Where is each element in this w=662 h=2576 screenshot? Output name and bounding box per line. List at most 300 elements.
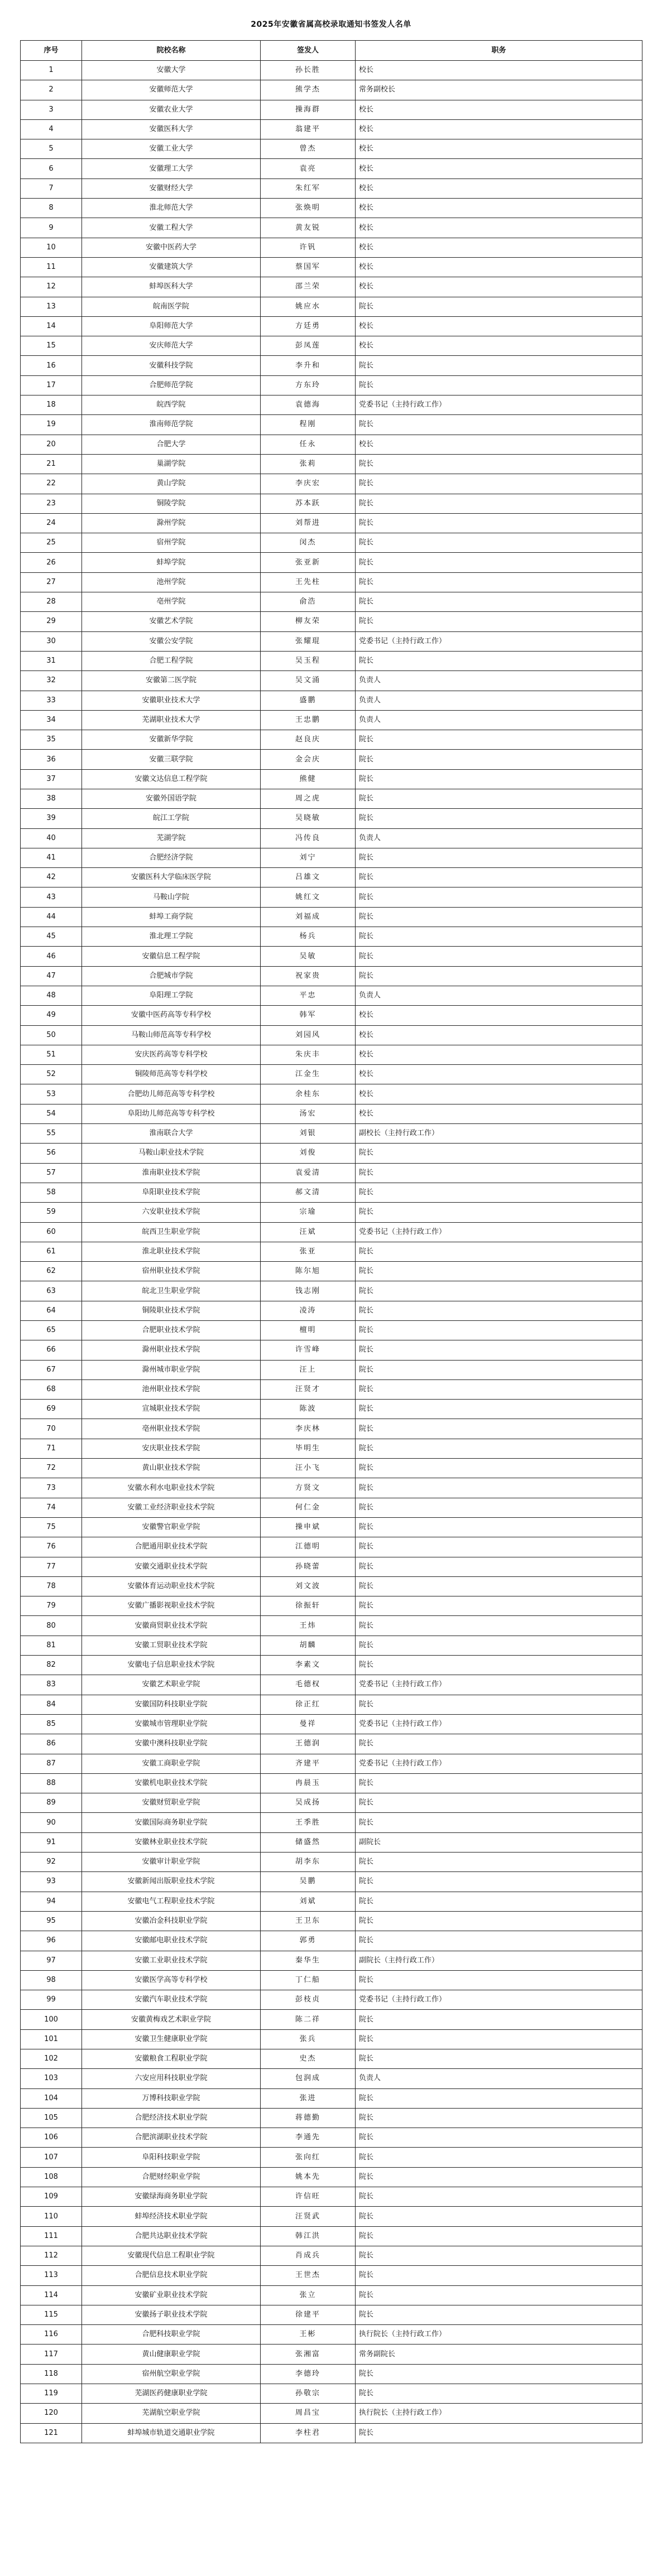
cell-signer: 史杰 <box>261 2049 356 2068</box>
cell-no: 52 <box>21 1065 82 1084</box>
cell-signer: 王世杰 <box>261 2266 356 2285</box>
table-row <box>21 1695 642 1714</box>
cell-no: 112 <box>21 2246 82 2265</box>
cell-duty: 党委书记（主持行政工作） <box>356 1714 642 1734</box>
cell-school-name: 安徽卫生健康职业学院 <box>82 2029 261 2049</box>
cell-duty: 院长 <box>356 1203 642 1222</box>
cell-signer: 宗瑜 <box>261 1203 356 1222</box>
table-row <box>21 592 642 612</box>
cell-no: 17 <box>21 375 82 395</box>
cell-no: 1 <box>21 61 82 80</box>
cell-signer: 毛德权 <box>261 1675 356 1695</box>
cell-school-name: 淮南职业技术学院 <box>82 1163 261 1183</box>
table-row <box>21 61 642 80</box>
cell-no: 80 <box>21 1616 82 1636</box>
cell-duty: 院长 <box>356 2088 642 2108</box>
cell-no: 59 <box>21 1203 82 1222</box>
table-row <box>21 2108 642 2128</box>
cell-signer: 柳友荣 <box>261 612 356 631</box>
table-row <box>21 2148 642 2167</box>
cell-no: 11 <box>21 257 82 277</box>
cell-signer: 周之虎 <box>261 789 356 808</box>
cell-no: 58 <box>21 1183 82 1202</box>
cell-signer: 杨兵 <box>261 927 356 947</box>
cell-school-name: 阜阳科技职业学院 <box>82 2148 261 2167</box>
table-row <box>21 2345 642 2364</box>
table-row <box>21 612 642 631</box>
cell-signer: 吴文涌 <box>261 671 356 691</box>
cell-duty: 院长 <box>356 2384 642 2404</box>
cell-signer: 苏本跃 <box>261 494 356 513</box>
cell-duty: 院长 <box>356 1576 642 1596</box>
cell-duty: 校长 <box>356 1025 642 1045</box>
cell-no: 27 <box>21 572 82 592</box>
cell-school-name: 六安职业技术学院 <box>82 1203 261 1222</box>
cell-signer: 陈波 <box>261 1400 356 1419</box>
table-row <box>21 1262 642 1281</box>
cell-no: 76 <box>21 1537 82 1557</box>
cell-no: 4 <box>21 119 82 139</box>
cell-duty: 院长 <box>356 809 642 828</box>
cell-signer: 吴鹏 <box>261 1872 356 1892</box>
cell-school-name: 安徽信息工程学院 <box>82 947 261 966</box>
cell-school-name: 安徽交通职业技术学院 <box>82 1557 261 1576</box>
table-row <box>21 750 642 769</box>
cell-signer: 王忠鹏 <box>261 710 356 730</box>
table-row <box>21 435 642 454</box>
cell-school-name: 安徽国防科技职业学院 <box>82 1695 261 1714</box>
cell-duty: 党委书记（主持行政工作） <box>356 1990 642 2010</box>
table-row <box>21 1478 642 1498</box>
cell-duty: 校长 <box>356 218 642 238</box>
cell-signer: 胡麟 <box>261 1636 356 1655</box>
table-row <box>21 257 642 277</box>
cell-duty: 执行院长（主持行政工作） <box>356 2325 642 2345</box>
cell-signer: 刘宁 <box>261 848 356 867</box>
cell-signer: 金会庆 <box>261 750 356 769</box>
cell-no: 78 <box>21 1576 82 1596</box>
cell-no: 3 <box>21 100 82 119</box>
cell-no: 22 <box>21 474 82 494</box>
table-row <box>21 218 642 238</box>
cell-no: 102 <box>21 2049 82 2068</box>
table-row <box>21 769 642 789</box>
cell-school-name: 亳州职业技术学院 <box>82 1419 261 1439</box>
cell-signer: 王炜 <box>261 1616 356 1636</box>
cell-school-name: 安徽外国语学院 <box>82 789 261 808</box>
cell-signer: 蔡国军 <box>261 257 356 277</box>
cell-school-name: 合肥信息技术职业学院 <box>82 2266 261 2285</box>
cell-no: 73 <box>21 1478 82 1498</box>
table-row <box>21 907 642 927</box>
table-row <box>21 139 642 159</box>
table-row <box>21 1084 642 1104</box>
cell-no: 57 <box>21 1163 82 1183</box>
cell-duty: 校长 <box>356 257 642 277</box>
cell-signer: 李庆宏 <box>261 474 356 494</box>
table-row <box>21 828 642 848</box>
table-row <box>21 2246 642 2265</box>
cell-no: 43 <box>21 887 82 907</box>
cell-no: 6 <box>21 159 82 179</box>
table-row <box>21 1793 642 1813</box>
cell-signer: 王季胜 <box>261 1813 356 1832</box>
cell-no: 16 <box>21 356 82 375</box>
table-row <box>21 1459 642 1478</box>
cell-school-name: 滁州城市职业学院 <box>82 1360 261 1379</box>
cell-school-name: 合肥工程学院 <box>82 651 261 670</box>
table-row <box>21 513 642 533</box>
cell-duty: 院长 <box>356 868 642 887</box>
table-row <box>21 1714 642 1734</box>
cell-no: 66 <box>21 1340 82 1360</box>
cell-signer: 张莉 <box>261 454 356 474</box>
cell-no: 24 <box>21 513 82 533</box>
table-row <box>21 2069 642 2088</box>
table-row <box>21 1773 642 1793</box>
cell-duty: 院长 <box>356 2305 642 2324</box>
cell-no: 25 <box>21 533 82 553</box>
cell-duty: 院长 <box>356 1163 642 1183</box>
cell-signer: 刘帮进 <box>261 513 356 533</box>
cell-duty: 校长 <box>356 316 642 336</box>
cell-no: 15 <box>21 336 82 356</box>
table-row <box>21 947 642 966</box>
cell-signer: 李通先 <box>261 2128 356 2148</box>
cell-no: 50 <box>21 1025 82 1045</box>
cell-signer: 冯传良 <box>261 828 356 848</box>
cell-school-name: 合肥共达职业技术学院 <box>82 2226 261 2246</box>
cell-duty: 院长 <box>356 612 642 631</box>
cell-duty: 副院长（主持行政工作） <box>356 1951 642 1970</box>
cell-signer: 朱庆丰 <box>261 1045 356 1064</box>
cell-no: 92 <box>21 1853 82 1872</box>
cell-duty: 校长 <box>356 199 642 218</box>
cell-school-name: 安徽医科大学 <box>82 119 261 139</box>
cell-no: 86 <box>21 1734 82 1754</box>
cell-duty: 校长 <box>356 139 642 159</box>
cell-duty: 院长 <box>356 1813 642 1832</box>
cell-school-name: 安徽国际商务职业学院 <box>82 1813 261 1832</box>
cell-duty: 院长 <box>356 769 642 789</box>
cell-no: 82 <box>21 1656 82 1675</box>
cell-no: 23 <box>21 494 82 513</box>
table-row <box>21 2207 642 2226</box>
cell-duty: 校长 <box>356 336 642 356</box>
cell-school-name: 芜湖航空职业学院 <box>82 2404 261 2423</box>
cell-school-name: 安徽文达信息工程学院 <box>82 769 261 789</box>
table-row <box>21 1045 642 1064</box>
cell-no: 40 <box>21 828 82 848</box>
cell-no: 34 <box>21 710 82 730</box>
cell-school-name: 阜阳幼儿师范高等专科学校 <box>82 1104 261 1123</box>
table-row <box>21 1911 642 1931</box>
cell-school-name: 合肥职业技术学院 <box>82 1321 261 1340</box>
cell-signer: 王德润 <box>261 1734 356 1754</box>
cell-no: 41 <box>21 848 82 867</box>
table-row <box>21 1439 642 1458</box>
table-row <box>21 1754 642 1773</box>
cell-duty: 校长 <box>356 1006 642 1025</box>
cell-duty: 负责人 <box>356 828 642 848</box>
cell-duty: 院长 <box>356 651 642 670</box>
cell-signer: 徐建平 <box>261 2305 356 2324</box>
table-row <box>21 1813 642 1832</box>
cell-school-name: 合肥滨湖职业技术学院 <box>82 2128 261 2148</box>
cell-duty: 常务副院长 <box>356 2345 642 2364</box>
cell-signer: 张立 <box>261 2285 356 2305</box>
cell-duty: 院长 <box>356 1695 642 1714</box>
cell-duty: 院长 <box>356 1439 642 1458</box>
table-row <box>21 1970 642 1990</box>
cell-school-name: 安徽第二医学院 <box>82 671 261 691</box>
cell-duty: 校长 <box>356 159 642 179</box>
header-signer: 签发人 <box>261 41 356 61</box>
cell-school-name: 安徽三联学院 <box>82 750 261 769</box>
cell-no: 31 <box>21 651 82 670</box>
cell-signer: 何仁金 <box>261 1498 356 1517</box>
cell-duty: 院长 <box>356 572 642 592</box>
cell-signer: 方廷勇 <box>261 316 356 336</box>
cell-signer: 李升和 <box>261 356 356 375</box>
cell-signer: 李庆林 <box>261 1419 356 1439</box>
table-row <box>21 2266 642 2285</box>
table-row <box>21 1065 642 1084</box>
cell-school-name: 安庆师范大学 <box>82 336 261 356</box>
cell-school-name: 安徽林业职业技术学院 <box>82 1832 261 1852</box>
cell-signer: 邵兰荣 <box>261 277 356 297</box>
table-row <box>21 2404 642 2423</box>
cell-no: 38 <box>21 789 82 808</box>
cell-duty: 院长 <box>356 1400 642 1419</box>
cell-school-name: 合肥经济技术职业学院 <box>82 2108 261 2128</box>
cell-signer: 汪贤武 <box>261 2207 356 2226</box>
table-row <box>21 1517 642 1537</box>
cell-no: 26 <box>21 553 82 572</box>
cell-school-name: 安徽邮电职业技术学院 <box>82 1931 261 1951</box>
cell-no: 51 <box>21 1045 82 1064</box>
cell-no: 96 <box>21 1931 82 1951</box>
table-row <box>21 1242 642 1261</box>
cell-no: 18 <box>21 395 82 415</box>
table-row <box>21 395 642 415</box>
table-row <box>21 1321 642 1340</box>
table-row <box>21 1360 642 1379</box>
table-row <box>21 2029 642 2049</box>
cell-no: 36 <box>21 750 82 769</box>
cell-duty: 院长 <box>356 887 642 907</box>
cell-duty: 院长 <box>356 2285 642 2305</box>
cell-signer: 徐正红 <box>261 1695 356 1714</box>
cell-signer: 包润成 <box>261 2069 356 2088</box>
cell-no: 116 <box>21 2325 82 2345</box>
table-row <box>21 1144 642 1163</box>
cell-no: 47 <box>21 966 82 986</box>
cell-duty: 党委书记（主持行政工作） <box>356 395 642 415</box>
cell-signer: 周昌宝 <box>261 2404 356 2423</box>
table-row <box>21 1872 642 1892</box>
cell-school-name: 安徽工商职业学院 <box>82 1754 261 1773</box>
cell-duty: 院长 <box>356 553 642 572</box>
cell-signer: 操海群 <box>261 100 356 119</box>
cell-no: 110 <box>21 2207 82 2226</box>
cell-duty: 院长 <box>356 730 642 750</box>
cell-signer: 李素文 <box>261 1656 356 1675</box>
table-row <box>21 2305 642 2324</box>
cell-signer: 黄友锐 <box>261 218 356 238</box>
cell-duty: 院长 <box>356 966 642 986</box>
table-row <box>21 119 642 139</box>
table-row <box>21 2423 642 2443</box>
cell-school-name: 皖西学院 <box>82 395 261 415</box>
cell-signer: 吴成扬 <box>261 1793 356 1813</box>
table-row <box>21 100 642 119</box>
table-row <box>21 1892 642 1911</box>
table-row <box>21 336 642 356</box>
cell-signer: 王彬 <box>261 2325 356 2345</box>
cell-signer: 方东玲 <box>261 375 356 395</box>
cell-school-name: 安徽汽车职业技术学院 <box>82 1990 261 2010</box>
cell-signer: 姚红文 <box>261 887 356 907</box>
table-row <box>21 1734 642 1754</box>
cell-no: 81 <box>21 1636 82 1655</box>
cell-school-name: 皖西卫生职业学院 <box>82 1222 261 1242</box>
cell-duty: 院长 <box>356 1773 642 1793</box>
cell-duty: 院长 <box>356 2049 642 2068</box>
cell-no: 88 <box>21 1773 82 1793</box>
cell-duty: 院长 <box>356 1616 642 1636</box>
cell-duty: 院长 <box>356 1793 642 1813</box>
cell-signer: 刘银 <box>261 1124 356 1144</box>
cell-signer: 汪小飞 <box>261 1459 356 1478</box>
cell-duty: 院长 <box>356 1144 642 1163</box>
cell-school-name: 宿州学院 <box>82 533 261 553</box>
cell-school-name: 安徽电气工程职业技术学院 <box>82 1892 261 1911</box>
cell-duty: 负责人 <box>356 710 642 730</box>
cell-no: 94 <box>21 1892 82 1911</box>
cell-school-name: 安徽中医药高等专科学校 <box>82 1006 261 1025</box>
cell-no: 71 <box>21 1439 82 1458</box>
cell-duty: 校长 <box>356 1045 642 1064</box>
cell-no: 64 <box>21 1301 82 1320</box>
cell-signer: 袁德海 <box>261 395 356 415</box>
cell-school-name: 皖江工学院 <box>82 809 261 828</box>
table-row <box>21 533 642 553</box>
table-row <box>21 1853 642 1872</box>
cell-no: 99 <box>21 1990 82 2010</box>
table-row <box>21 1636 642 1655</box>
cell-school-name: 安徽艺术学院 <box>82 612 261 631</box>
cell-no: 5 <box>21 139 82 159</box>
cell-duty: 负责人 <box>356 986 642 1005</box>
cell-signer: 郭勇 <box>261 1931 356 1951</box>
table-header-row <box>21 41 642 61</box>
table-row <box>21 80 642 100</box>
table-row <box>21 1104 642 1123</box>
cell-signer: 肖成兵 <box>261 2246 356 2265</box>
cell-signer: 盛鹏 <box>261 691 356 710</box>
cell-school-name: 安庆医药高等专科学校 <box>82 1045 261 1064</box>
cell-signer: 刘斌 <box>261 1892 356 1911</box>
table-row <box>21 631 642 651</box>
cell-duty: 校长 <box>356 179 642 198</box>
table-row <box>21 297 642 316</box>
cell-signer: 储盛然 <box>261 1832 356 1852</box>
cell-duty: 院长 <box>356 1379 642 1399</box>
table-row <box>21 1675 642 1695</box>
cell-no: 48 <box>21 986 82 1005</box>
table-row <box>21 2010 642 2029</box>
cell-signer: 江金生 <box>261 1065 356 1084</box>
cell-no: 105 <box>21 2108 82 2128</box>
cell-signer: 张亚 <box>261 1242 356 1261</box>
cell-no: 12 <box>21 277 82 297</box>
cell-duty: 院长 <box>356 927 642 947</box>
table-row <box>21 199 642 218</box>
cell-school-name: 合肥城市学院 <box>82 966 261 986</box>
cell-duty: 副院长 <box>356 1832 642 1852</box>
cell-duty: 校长 <box>356 277 642 297</box>
cell-signer: 刘文波 <box>261 1576 356 1596</box>
cell-no: 119 <box>21 2384 82 2404</box>
cell-signer: 俞浩 <box>261 592 356 612</box>
cell-no: 13 <box>21 297 82 316</box>
table-row <box>21 848 642 867</box>
table-row <box>21 1557 642 1576</box>
cell-signer: 李柱君 <box>261 2423 356 2443</box>
cell-school-name: 安徽新闻出版职业技术学院 <box>82 1872 261 1892</box>
table-row <box>21 1990 642 2010</box>
cell-duty: 院长 <box>356 2187 642 2207</box>
cell-school-name: 芜湖学院 <box>82 828 261 848</box>
cell-duty: 院长 <box>356 2108 642 2128</box>
cell-duty: 院长 <box>356 2128 642 2148</box>
cell-no: 49 <box>21 1006 82 1025</box>
table-row <box>21 454 642 474</box>
cell-duty: 院长 <box>356 1853 642 1872</box>
cell-school-name: 安徽建筑大学 <box>82 257 261 277</box>
cell-no: 54 <box>21 1104 82 1123</box>
cell-no: 53 <box>21 1084 82 1104</box>
cell-duty: 院长 <box>356 2029 642 2049</box>
cell-school-name: 黄山学院 <box>82 474 261 494</box>
cell-duty: 负责人 <box>356 671 642 691</box>
table-row <box>21 1222 642 1242</box>
table-row <box>21 1832 642 1852</box>
cell-school-name: 合肥大学 <box>82 435 261 454</box>
cell-signer: 汪斌 <box>261 1222 356 1242</box>
cell-duty: 院长 <box>356 1970 642 1990</box>
cell-school-name: 安徽水利水电职业技术学院 <box>82 1478 261 1498</box>
cell-signer: 张向红 <box>261 2148 356 2167</box>
cell-no: 104 <box>21 2088 82 2108</box>
cell-duty: 院长 <box>356 533 642 553</box>
cell-duty: 院长 <box>356 1321 642 1340</box>
cell-signer: 彭凤莲 <box>261 336 356 356</box>
cell-school-name: 安徽医科大学临床医学院 <box>82 868 261 887</box>
cell-signer: 陈二祥 <box>261 2010 356 2029</box>
cell-duty: 副校长（主持行政工作） <box>356 1124 642 1144</box>
table-row <box>21 1124 642 1144</box>
cell-no: 19 <box>21 415 82 435</box>
cell-no: 101 <box>21 2029 82 2049</box>
cell-duty: 院长 <box>356 474 642 494</box>
cell-signer: 孙长胜 <box>261 61 356 80</box>
cell-duty: 校长 <box>356 1104 642 1123</box>
cell-no: 63 <box>21 1281 82 1301</box>
cell-signer: 方贤文 <box>261 1478 356 1498</box>
cell-signer: 张兵 <box>261 2029 356 2049</box>
